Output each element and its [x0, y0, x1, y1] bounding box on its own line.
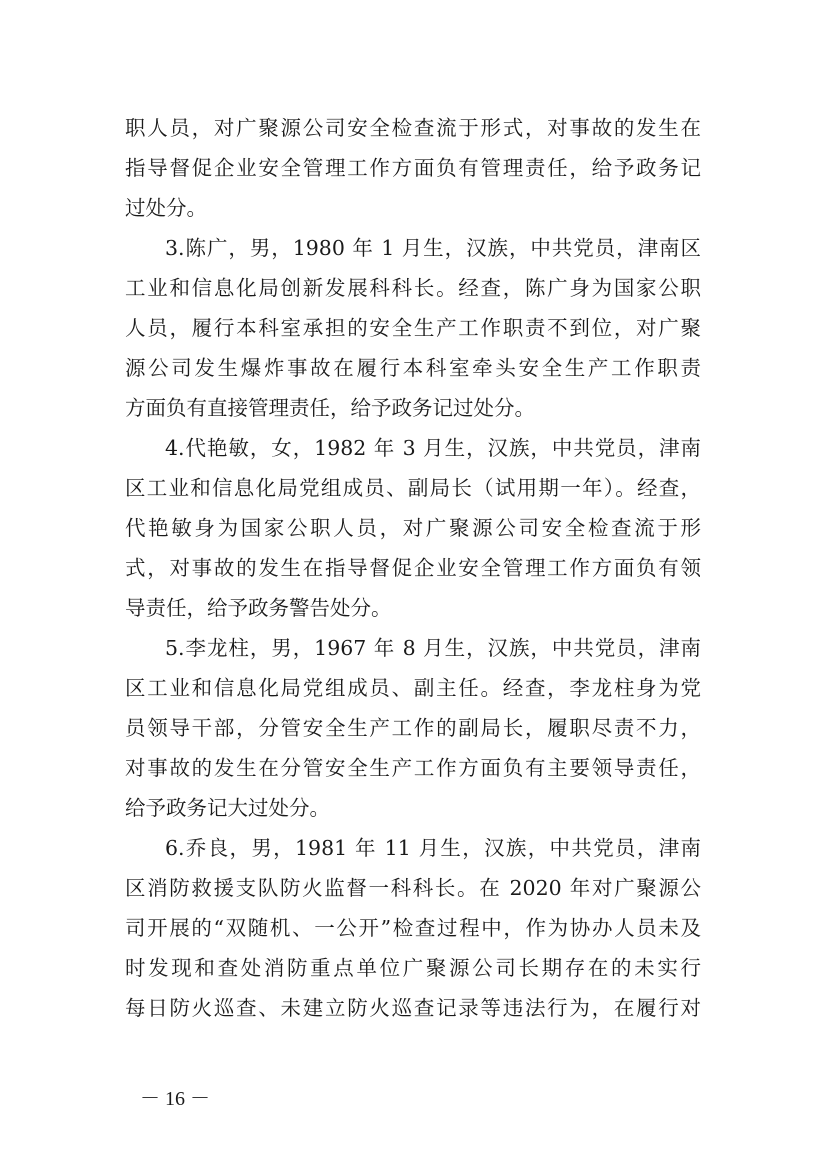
body-text-line: 时发现和查处消防重点单位广聚源公司长期存在的未实行	[125, 956, 701, 980]
body-text-line: 每日防火巡查、未建立防火巡查记录等违法行为，在履行对	[125, 996, 701, 1020]
body-text-line: 代艳敏身为国家公职人员，对广聚源公司安全检查流于形	[125, 516, 701, 540]
body-text-line: 司开展的“双随机、一公开”检查过程中，作为协办人员未及	[125, 916, 701, 940]
body-text-line: 方面负有直接管理责任，给予政务记过处分。	[125, 396, 535, 420]
body-text-line: 给予政务记大过处分。	[125, 796, 330, 820]
body-text-line: 式，对事故的发生在指导督促企业安全管理工作方面负有领	[125, 556, 701, 580]
paragraph-first-line: 3.陈广，男，1980 年 1 月生，汉族，中共党员，津南区	[165, 236, 701, 260]
paragraph-first-line: 5.李龙柱，男，1967 年 8 月生，汉族，中共党员，津南	[165, 636, 701, 660]
paragraph-first-line: 4.代艳敏，女，1982 年 3 月生，汉族，中共党员，津南	[165, 436, 701, 460]
body-text-line: 对事故的发生在分管安全生产工作方面负有主要领导责任，	[125, 756, 701, 780]
body-text-line: 过处分。	[125, 196, 207, 220]
paragraph-first-line: 6.乔良，男，1981 年 11 月生，汉族，中共党员，津南	[165, 836, 701, 860]
body-text-line: 人员，履行本科室承担的安全生产工作职责不到位，对广聚	[125, 316, 701, 340]
body-text-line: 指导督促企业安全管理工作方面负有管理责任，给予政务记	[125, 156, 701, 180]
body-text-line: 员领导干部，分管安全生产工作的副局长，履职尽责不力，	[125, 716, 701, 740]
body-text-line: 职人员，对广聚源公司安全检查流于形式，对事故的发生在	[125, 116, 701, 140]
body-text-line: 区消防救援支队防火监督一科科长。在 2020 年对广聚源公	[125, 876, 701, 900]
body-text-line: 源公司发生爆炸事故在履行本科室牵头安全生产工作职责	[125, 356, 701, 380]
body-text-line: 区工业和信息化局党组成员、副局长（试用期一年）。经查，	[125, 476, 701, 500]
body-text-line: 工业和信息化局创新发展科科长。经查，陈广身为国家公职	[125, 276, 701, 300]
body-text-line: 区工业和信息化局党组成员、副主任。经查，李龙柱身为党	[125, 676, 701, 700]
body-text-line: 导责任，给予政务警告处分。	[125, 596, 392, 620]
page-number: － 16 －	[140, 1088, 210, 1110]
